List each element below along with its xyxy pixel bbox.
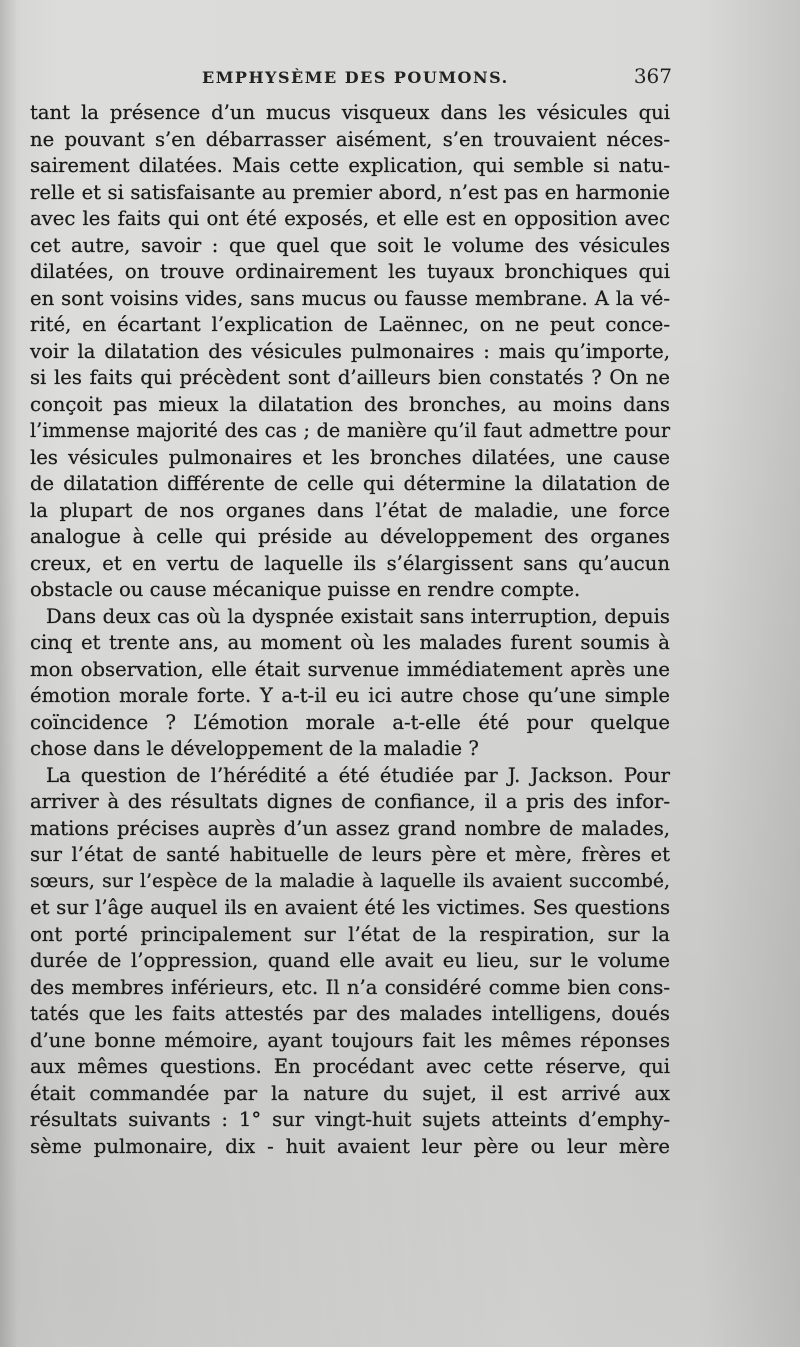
- text-line: cet autre, savoir : que quel que soit le volume des vésicules: [30, 233, 670, 257]
- text-line: tant la présence d’un mucus visqueux dans les vésicules qui: [30, 101, 670, 124]
- text-line: Dans deux cas où la dyspnée existait sans interruption, depuis: [46, 604, 670, 628]
- text-line: voir la dilatation des vésicules pulmonaires : mais qu’importe,: [30, 339, 670, 363]
- text-line: émotion morale forte. Y a-t-il eu ici autre chose qu’une simple: [30, 684, 670, 707]
- text-line: tatés que les faits attestés par des malades intelligens, doués: [30, 1002, 670, 1025]
- text-line: en sont voisins vides, sans mucus ou fausse membrane. A la vé-: [30, 286, 670, 310]
- text-line: était commandée par la nature du sujet, il est arrivé aux: [30, 1081, 670, 1105]
- text-line: aux mêmes questions. En procédant avec cette réserve, qui: [30, 1055, 670, 1078]
- text-line: coïncidence ? L’émotion morale a-t-elle été pour quelque: [30, 710, 670, 734]
- body-text: [30, 100, 670, 1160]
- text-line: les vésicules pulmonaires et les bronches dilatées, une cause: [30, 445, 670, 469]
- running-head: [30, 64, 670, 96]
- text-line: arriver à des résultats dignes de confiance, il a pris des infor-: [30, 790, 670, 813]
- text-line: la plupart de nos organes dans l’état de maladie, une force: [30, 498, 670, 522]
- text-line: relle et si satisfaisante au premier abord, n’est pas en harmonie: [30, 180, 670, 204]
- text-line: chose dans le développement de la maladie ?: [30, 737, 479, 760]
- text-line: sur l’état de santé habituelle de leurs père et mère, frères et: [30, 843, 670, 866]
- text-line: sairement dilatées. Mais cette explication, qui semble si natu-: [30, 154, 670, 177]
- text-line: de dilatation différente de celle qui détermine la dilatation de: [30, 472, 670, 495]
- running-title: EMPHYSÈME DES POUMONS.: [202, 68, 509, 87]
- text-line: si les faits qui précèdent sont d’ailleurs bien constatés ? On ne: [30, 366, 670, 389]
- text-line: creux, et en vertu de laquelle ils s’élargissent sans qu’aucun: [30, 551, 670, 575]
- text-line: ont porté principalement sur l’état de la respiration, sur la: [30, 922, 670, 946]
- text-line: mations précises auprès d’un assez grand nombre de malades,: [30, 816, 670, 840]
- text-line: l’immense majorité des cas ; de manière qu’il faut admettre pour: [30, 419, 670, 442]
- text-line: d’une bonne mémoire, ayant toujours fait les mêmes réponses: [30, 1028, 670, 1052]
- text-line: des membres inférieurs, etc. Il n’a considéré comme bien cons-: [30, 975, 670, 999]
- text-line: rité, en écartant l’explication de Laënnec, on ne peut conce-: [30, 313, 670, 336]
- text-line: ne pouvant s’en débarrasser aisément, s’en trouvaient néces-: [30, 127, 670, 151]
- text-line: sœurs, sur l’espèce de la maladie à laquelle ils avaient succombé,: [30, 870, 670, 892]
- text-line: mon observation, elle était survenue immédiatement après une: [30, 657, 670, 681]
- text-line: analogue à celle qui préside au développement des organes: [30, 525, 670, 548]
- text-line: sème pulmonaire, dix - huit avaient leur père ou leur mère: [30, 1134, 670, 1158]
- text-line: conçoit pas mieux la dilatation des bronches, au moins dans: [30, 392, 670, 416]
- text-line: La question de l’hérédité a été étudiée par J. Jackson. Pour: [46, 763, 670, 787]
- text-line: avec les faits qui ont été exposés, et elle est en opposition avec: [30, 207, 670, 230]
- text-line: dilatées, on trouve ordinairement les tuyaux bronchiques qui: [30, 260, 670, 283]
- text-line: cinq et trente ans, au moment où les malades furent soumis à: [30, 631, 670, 654]
- page-number: 367: [633, 64, 672, 88]
- text-line: résultats suivants : 1° sur vingt-huit sujets atteints d’emphy-: [30, 1108, 670, 1131]
- text-line: durée de l’oppression, quand elle avait eu lieu, sur le volume: [30, 949, 670, 972]
- text-line: obstacle ou cause mécanique puisse en rendre compte.: [30, 578, 581, 601]
- text-line: et sur l’âge auquel ils en avaient été les victimes. Ses questions: [30, 896, 670, 919]
